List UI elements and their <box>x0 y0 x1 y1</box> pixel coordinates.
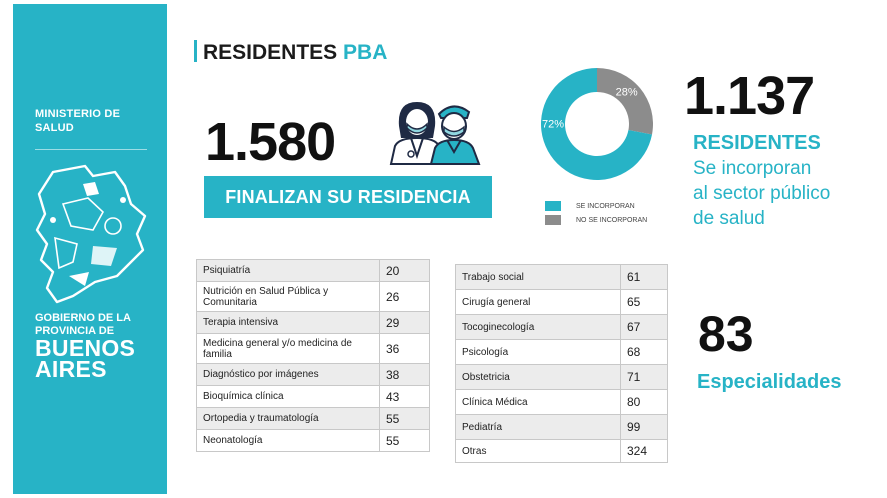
gobierno-label: GOBIERNO DE LA PROVINCIA DE <box>35 312 131 337</box>
table-row <box>456 415 668 440</box>
page-title: RESIDENTES PBA <box>194 40 387 64</box>
label-no-incorporan: 28% <box>615 86 638 99</box>
sidebar-divider <box>35 149 147 150</box>
specialty-count: 43 <box>380 386 430 408</box>
specialty-count: 20 <box>380 260 430 282</box>
specialty-count: 55 <box>380 430 430 452</box>
specialty-name: Bioquímica clínica <box>197 386 380 408</box>
specialty-count: 65 <box>621 290 668 315</box>
sidebar <box>13 4 167 494</box>
especialidades-count: 83 <box>698 306 754 362</box>
especialidades-label: Especialidades <box>697 371 842 393</box>
table-row <box>197 430 430 452</box>
table-row <box>456 440 668 463</box>
specialty-name: Neonatología <box>197 430 380 452</box>
specialty-count: 26 <box>380 282 430 312</box>
specialty-name: Pediatría <box>456 415 621 440</box>
legend-swatch-no-incorporan <box>545 215 561 225</box>
table-row <box>197 260 430 282</box>
table-row <box>456 290 668 315</box>
table-row <box>456 315 668 340</box>
table-row <box>456 340 668 365</box>
specialty-name: Obstetricia <box>456 365 621 390</box>
table-row <box>197 312 430 334</box>
chart-legend <box>545 199 647 227</box>
specialty-name: Ortopedia y traumatología <box>197 408 380 430</box>
ministry-label: MINISTERIO DE SALUD <box>35 108 121 134</box>
province-map-icon <box>33 164 151 304</box>
specialty-count: 80 <box>621 390 668 415</box>
specialty-count: 67 <box>621 315 668 340</box>
finalizan-banner: FINALIZAN SU RESIDENCIA <box>204 176 492 218</box>
table-row <box>456 265 668 290</box>
table-row <box>197 386 430 408</box>
donut-chart <box>537 64 657 184</box>
specialty-count: 55 <box>380 408 430 430</box>
specialty-name: Cirugía general <box>456 290 621 315</box>
incorporan-count: 1.137 <box>684 66 815 126</box>
table-row <box>197 282 430 312</box>
specialty-count: 68 <box>621 340 668 365</box>
specialty-name: Clínica Médica <box>456 390 621 415</box>
legend-item-no-incorporan: NO SE INCORPORAN <box>545 213 647 227</box>
table-row <box>197 334 430 364</box>
specialty-name: Otras <box>456 440 621 463</box>
table-row <box>197 408 430 430</box>
legend-swatch-incorporan <box>545 201 561 211</box>
specialty-count: 36 <box>380 334 430 364</box>
specialty-name: Tocoginecología <box>456 315 621 340</box>
specialty-name: Medicina general y/o medicina de familia <box>197 334 380 364</box>
buenos-aires-label: BUENOS AIRES <box>35 335 136 382</box>
specialty-count: 324 <box>621 440 668 463</box>
specialty-name: Psicología <box>456 340 621 365</box>
specialty-name: Terapia intensiva <box>197 312 380 334</box>
slice-no-incorporan <box>597 68 653 134</box>
title-accent-bar <box>194 40 197 62</box>
table-row <box>456 390 668 415</box>
table-row <box>197 364 430 386</box>
residentes-label: RESIDENTES <box>693 132 821 154</box>
specialties-table-right <box>455 264 668 463</box>
specialty-count: 61 <box>621 265 668 290</box>
doctors-icon <box>381 96 493 166</box>
specialty-count: 29 <box>380 312 430 334</box>
label-incorporan: 72% <box>541 118 565 131</box>
legend-item-incorporan: SE INCORPORAN <box>545 199 647 213</box>
specialty-name: Psiquiatría <box>197 260 380 282</box>
table-row <box>456 365 668 390</box>
incorporan-description: Se incorporan al sector público de salud <box>693 158 831 229</box>
specialty-count: 38 <box>380 364 430 386</box>
specialties-table-left <box>196 259 430 452</box>
specialty-count: 99 <box>621 415 668 440</box>
specialty-name: Nutrición en Salud Pública y Comunitaria <box>197 282 380 312</box>
specialty-count: 71 <box>621 365 668 390</box>
specialty-name: Diagnóstico por imágenes <box>197 364 380 386</box>
finalizan-count: 1.580 <box>205 112 336 172</box>
specialty-name: Trabajo social <box>456 265 621 290</box>
